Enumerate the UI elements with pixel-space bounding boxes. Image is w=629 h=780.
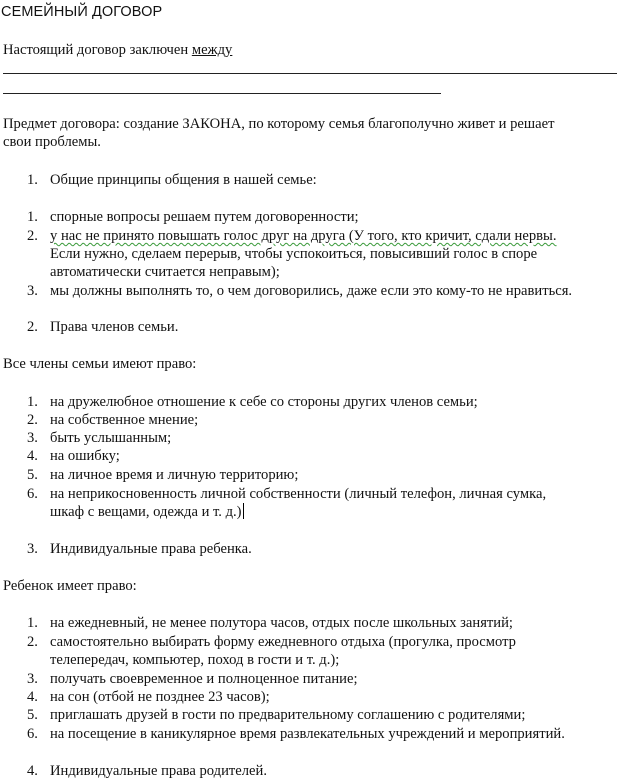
intro-line	[3, 41, 232, 59]
s2-item-3-text: быть услышанным;	[50, 430, 172, 446]
s3-item-3-number: 3.	[27, 671, 38, 687]
blank-line-1[interactable]	[3, 73, 617, 74]
s2-item-3-number: 3.	[27, 430, 38, 446]
s3-item-5-number: 5.	[27, 707, 38, 723]
s2-item-4-number: 4.	[27, 448, 38, 464]
s2-item-2-text: на собственное мнение;	[50, 412, 199, 428]
text-cursor	[243, 503, 244, 519]
s3-item-2-line-1: самостоятельно выбирать форму ежедневного отдыха (прогулка, просмотр	[50, 634, 516, 650]
section-4-number: 4.	[27, 763, 38, 779]
section-2-heading: Права членов семьи.	[50, 319, 179, 335]
s1-item-3-text: мы должны выполнять то, о чем договорились, даже если это кому-то не нравиться.	[50, 283, 573, 299]
s1-item-2-number: 2.	[27, 228, 38, 244]
s3-item-5-text: приглашать друзей в гости по предварительному соглашению с родителями;	[50, 707, 526, 723]
subject-line-1: Предмет договора: создание ЗАКОНА, по которому семья благополучно живет и решает	[3, 116, 555, 132]
document-title: СЕМЕЙНЫЙ ДОГОВОР	[1, 4, 163, 20]
s2-item-6-line-2	[50, 503, 244, 521]
s2-item-6-number: 6.	[27, 486, 38, 502]
s1-item-3-number: 3.	[27, 283, 38, 299]
s1-item-2-line-1: у нас не принято повышать голос друг на друга (У того, кто кричит, сдали нервы.	[50, 228, 557, 244]
s2-item-4-text: на ошибку;	[50, 448, 120, 464]
s1-item-1-text: спорные вопросы решаем путем договоренности;	[50, 209, 359, 225]
blank-line-2[interactable]	[3, 93, 441, 94]
section-3-heading: Индивидуальные права ребенка.	[50, 541, 252, 557]
section-3-intro: Ребенок имеет право:	[3, 578, 137, 594]
s3-item-2-number: 2.	[27, 634, 38, 650]
s2-item-1-number: 1.	[27, 394, 38, 410]
s3-item-2-line-2: телепередач, компьютер, поход в гости и т. д.);	[50, 652, 340, 668]
section-2-number: 2.	[27, 319, 38, 335]
s3-item-1-number: 1.	[27, 615, 38, 631]
s2-item-5-number: 5.	[27, 467, 38, 483]
s2-item-2-number: 2.	[27, 412, 38, 428]
section-1-number: 1.	[27, 172, 38, 188]
s1-item-2-line-2: Если нужно, сделаем перерыв, чтобы успокоиться, повысивший голос в споре	[50, 246, 538, 262]
subject-line-2: свои проблемы.	[3, 134, 101, 150]
s3-item-4-number: 4.	[27, 689, 38, 705]
s2-item-1-text: на дружелюбное отношение к себе со стороны других членов семьи;	[50, 394, 478, 410]
s3-item-6-number: 6.	[27, 726, 38, 742]
s3-item-3-text: получать своевременное и полноценное питание;	[50, 671, 358, 687]
s2-item-6-line-1: на неприкосновенность личной собственности (личный телефон, личная сумка,	[50, 486, 547, 502]
section-2-intro: Все члены семьи имеют право:	[3, 356, 197, 372]
s1-item-1-number: 1.	[27, 209, 38, 225]
s3-item-6-text: на посещение в каникулярное время развлекательных учреждений и мероприятий.	[50, 726, 565, 742]
s3-item-4-text: на сон (отбой не позднее 23 часов);	[50, 689, 270, 705]
section-4-heading: Индивидуальные права родителей.	[50, 763, 267, 779]
s2-item-6-line-2-text: шкаф с вещами, одежда и т. д.)	[50, 504, 242, 520]
section-1-heading: Общие принципы общения в нашей семье:	[50, 172, 317, 188]
s3-item-1-text: на ежедневный, не менее полутора часов, отдых после школьных занятий;	[50, 615, 513, 631]
section-3-number: 3.	[27, 541, 38, 557]
s1-item-2-line-3: автоматически считается неправым);	[50, 264, 280, 280]
intro-last-word: между	[191, 42, 233, 58]
intro-prefix: Настоящий договор заключен	[3, 42, 192, 58]
s2-item-5-text: на личное время и личную территорию;	[50, 467, 299, 483]
